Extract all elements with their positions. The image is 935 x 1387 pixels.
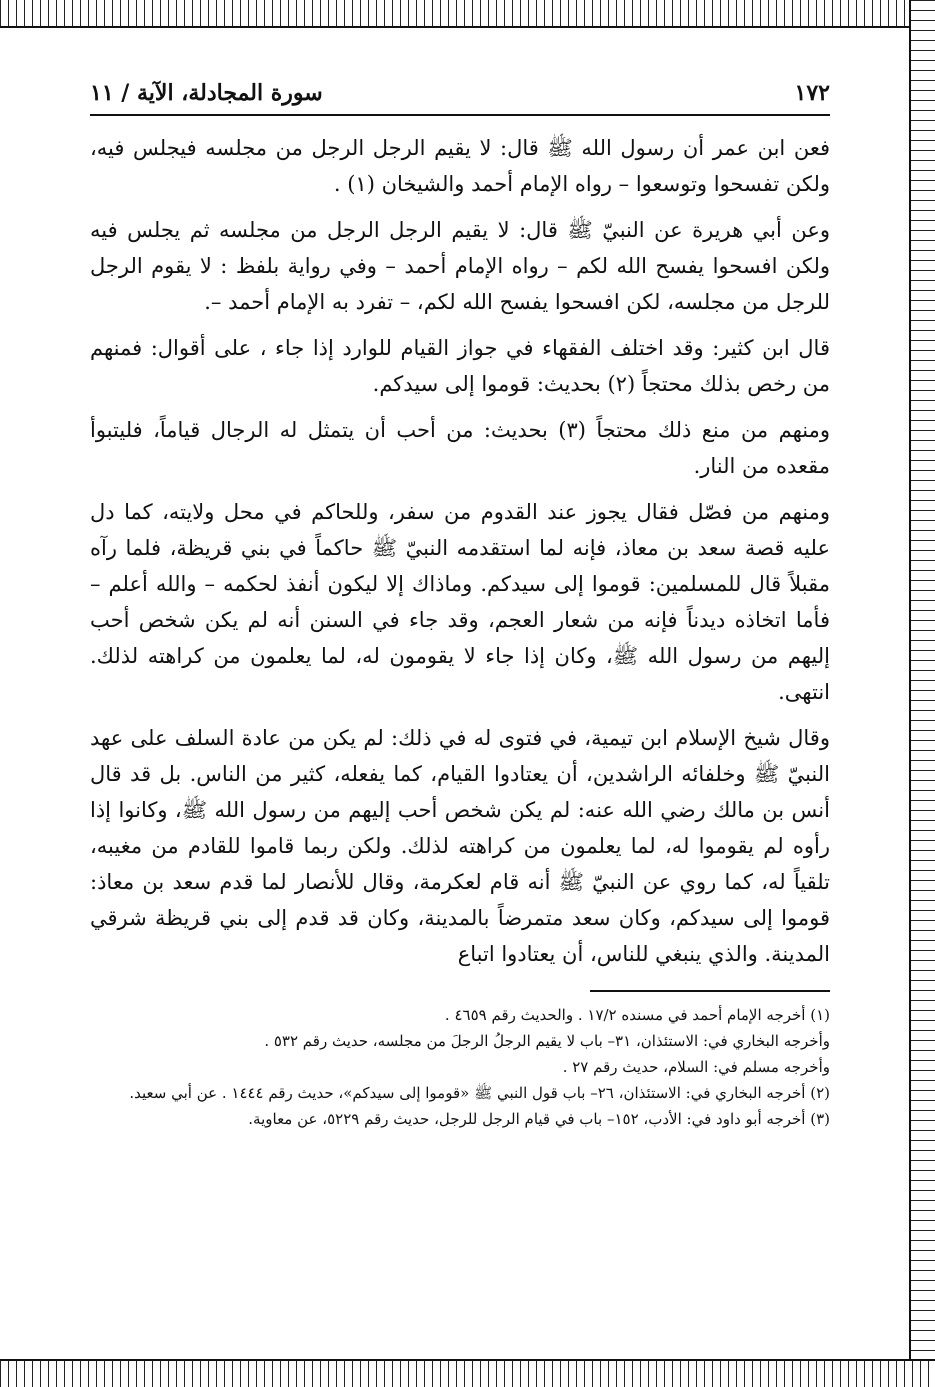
page-content [90,80,830,1132]
page-number: ١٧٢ [794,80,830,106]
paragraph-4: ومنهم من منع ذلك محتجاً (٣) بحديث: من أحب أن يتمثل له الرجال قياماً، فليتبوأ مقعده من النار. [90,418,830,478]
footnote-2: (٢) أخرجه البخاري في: الاستئذان، ٢٦– باب قول النبي ﷺ «قوموا إلى سيدكم»، حديث رقم ١٤٤٤ . عن أبي سعيد. [129,1084,830,1102]
paragraph-5: ومنهم من فصّل فقال يجوز عند القدوم من سفر، وللحاكم في محل ولايته، كما دل عليه قصة سعد بن معاذ، فإنه لما استقدمه النبيّ ﷺ حاكماً في بني قريظة، فلما رآه مقبلاً قال للمسلمين: قوموا إلى سيدكم. وماذاك إلا ليكون أنفذ لحكمه – والله أعلم – فأما اتخاذه ديدناً فإنه من شعار العجم، وقد جاء في السنن أنه لم يكن شخص أحب إليهم من رسول الله ﷺ، وكان إذا جاء لا يقومون له، لما يعلمون من كراهته لذلك. انتهى. [90,500,830,704]
ornamental-border-right [909,0,935,1387]
paragraph-6: وقال شيخ الإسلام ابن تيمية، في فتوى له في ذلك: لم يكن من عادة السلف على عهد النبيّ ﷺ وخلفائه الراشدين، أن يعتادوا القيام، كما يفعله، كثير من الناس. بل قد قال أنس بن مالك رضي الله عنه: لم يكن شخص أحب إليهم من رسول الله ﷺ، وكانوا إذا رأوه لم يقوموا له، لما يعلمون من كراهته لذلك. ولكن ربما قاموا للقادم من مغيبه، تلقياً له، كما روي عن النبيّ ﷺ أنه قام لعكرمة، وقال للأنصار لما قدم سعد بن معاذ: قوموا إلى سيدكم، وكان سعد متمرضاً بالمدينة، وكان قد قدم إلى بني قريظة شرقي المدينة. والذي ينبغي للناس، أن يعتادوا اتباع [90,726,830,966]
footnote-1-cont-b: وأخرجه مسلم في: السلام، حديث رقم ٢٧ . [562,1058,830,1076]
running-header [90,80,830,116]
running-title: سورة المجادلة، الآية / ١١ [90,80,323,106]
ornamental-border-bottom [0,1359,935,1387]
footnote-separator [590,990,830,992]
footnote-1-cont-a: وأخرجه البخاري في: الاستئذان، ٣١– باب لا يقيم الرجلُ الرجلَ من مجلسه، حديث رقم ٥٣٢ . [264,1032,830,1050]
ornamental-border-top [0,0,935,28]
paragraph-2: وعن أبي هريرة عن النبيّ ﷺ قال: لا يقيم الرجل الرجل من مجلسه ثم يجلس فيه ولكن افسحوا يفسح الله لكم – رواه الإمام أحمد – وفي رواية بلفظ : لا يقوم الرجل للرجل من مجلسه، لكن افسحوا يفسح الله لكم، – تفرد به الإمام أحمد –. [90,218,830,314]
paragraph-1: فعن ابن عمر أن رسول الله ﷺ قال: لا يقيم الرجل الرجل من مجلسه فيجلس فيه، ولكن تفسحوا وتوسعوا – رواه الإمام أحمد والشيخان (١) . [90,136,830,196]
footnote-3: (٣) أخرجه أبو داود في: الأدب، ١٥٢– باب في قيام الرجل للرجل، حديث رقم ٥٢٢٩، عن معاوية. [248,1110,830,1128]
paragraph-3: قال ابن كثير: وقد اختلف الفقهاء في جواز القيام للوارد إذا جاء ، على أقوال: فمنهم من رخص بذلك محتجاً (٢) بحديث: قوموا إلى سيدكم. [90,336,830,396]
footnote-1: (١) أخرجه الإمام أحمد في مسنده ١٧/٢ . والحديث رقم ٤٦٥٩ . [444,1006,830,1024]
